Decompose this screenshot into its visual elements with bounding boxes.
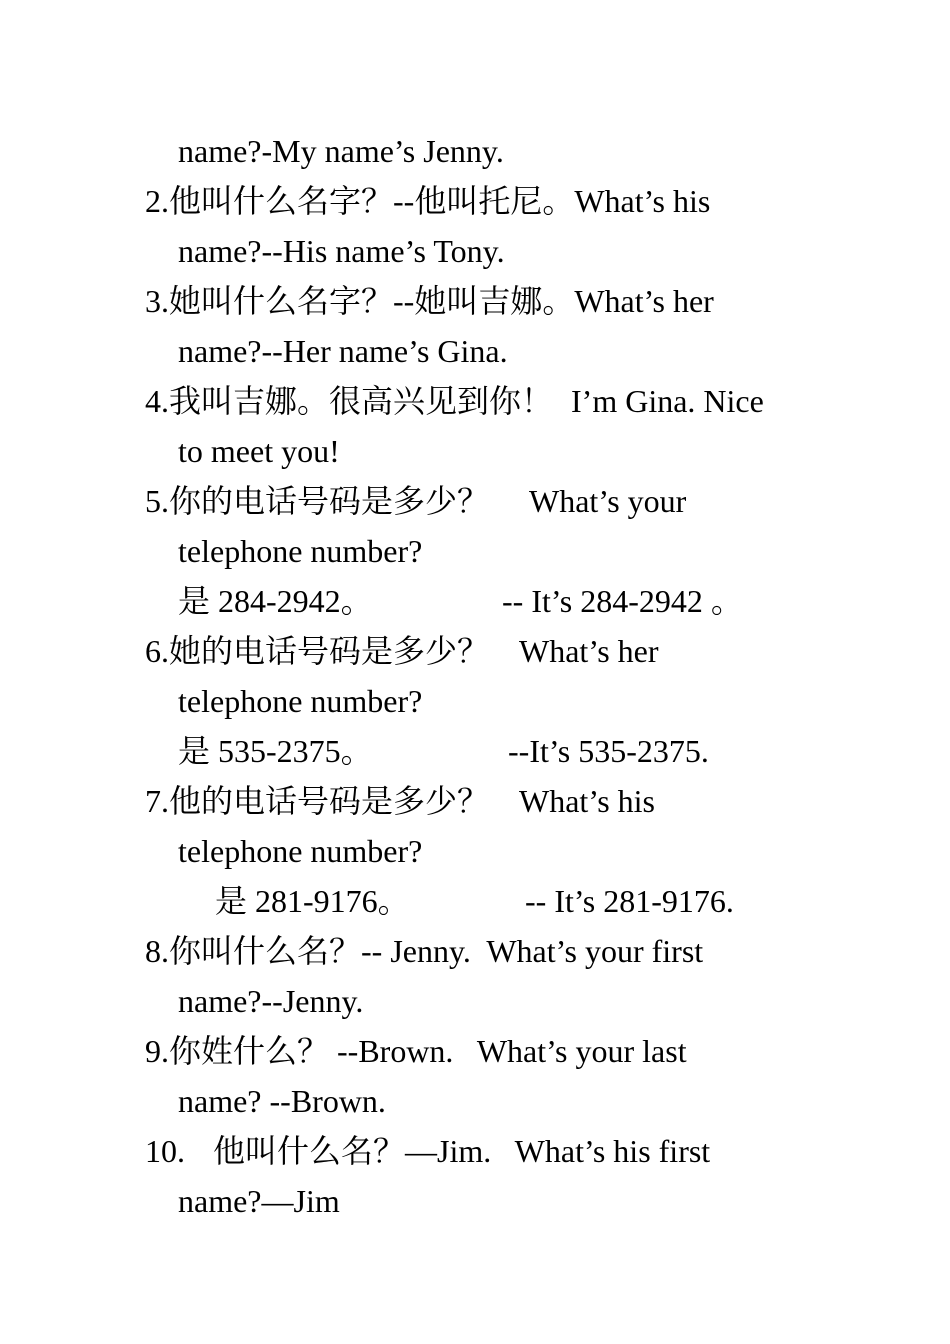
- item-10: [145, 1126, 845, 1176]
- item-text: 你姓什么？ --Brown. What’s your last: [169, 1033, 687, 1069]
- item-5-answer: [145, 576, 845, 626]
- item-number: 8.: [145, 933, 169, 969]
- answer-cn: 是 281-9176。: [215, 883, 410, 919]
- item-8-continuation: name?--Jenny.: [178, 983, 364, 1019]
- item-text: 她的电话号码是多少？: [169, 633, 490, 669]
- item-text: 他的电话号码是多少？: [169, 783, 490, 819]
- vocabulary-list: [145, 126, 845, 1226]
- item-number: 7.: [145, 783, 169, 819]
- item-7: [145, 776, 845, 826]
- item-4: [145, 376, 845, 426]
- item-7-continuation: telephone number?: [178, 833, 423, 869]
- answer-cn: 是 284-2942。: [178, 583, 373, 619]
- item-10-continuation: name?—Jim: [178, 1183, 340, 1219]
- item-5-continuation: telephone number?: [178, 533, 423, 569]
- item-6-answer: [145, 726, 845, 776]
- item-number: 9.: [145, 1033, 169, 1069]
- item-6: [145, 626, 845, 676]
- item-english: What’s your: [529, 483, 687, 519]
- item-number: 10.: [145, 1133, 185, 1169]
- answer-en: -- It’s 284-2942 。: [502, 583, 743, 619]
- item-text: 你叫什么名？-- Jenny. What’s your first: [169, 933, 704, 969]
- item-2: [145, 176, 845, 226]
- item-text: 我叫吉娜。很高兴见到你！: [169, 383, 554, 419]
- item-9: [145, 1026, 845, 1076]
- item-8: [145, 926, 845, 976]
- item-english: What’s her: [519, 633, 659, 669]
- item-number: 6.: [145, 633, 169, 669]
- item-number: 5.: [145, 483, 169, 519]
- item-english: What’s his: [519, 783, 655, 819]
- item-english: I’m Gina. Nice: [571, 383, 764, 419]
- item-number: 3.: [145, 283, 169, 319]
- item-text: 他叫什么名字？--他叫托尼。What’s his: [169, 183, 711, 219]
- item-4-continuation: to meet you!: [178, 433, 340, 469]
- item-9-continuation: name? --Brown.: [178, 1083, 386, 1119]
- item-text: 她叫什么名字？--她叫吉娜。What’s her: [169, 283, 714, 319]
- answer-cn: 是 535-2375。: [178, 733, 373, 769]
- item-2-continuation: name?--His name’s Tony.: [178, 233, 505, 269]
- item-3-continuation: name?--Her name’s Gina.: [178, 333, 508, 369]
- item-text: 你的电话号码是多少？: [169, 483, 490, 519]
- item-number: 4.: [145, 383, 169, 419]
- item-text: 他叫什么名？—Jim. What’s his first: [213, 1133, 711, 1169]
- item-3: [145, 276, 845, 326]
- item-5: [145, 476, 845, 526]
- item-1-continuation: name?-My name’s Jenny.: [178, 133, 504, 169]
- answer-en: --It’s 535-2375.: [508, 733, 709, 769]
- item-number: 2.: [145, 183, 169, 219]
- item-7-answer: [145, 876, 845, 926]
- item-6-continuation: telephone number?: [178, 683, 423, 719]
- answer-en: -- It’s 281-9176.: [525, 883, 734, 919]
